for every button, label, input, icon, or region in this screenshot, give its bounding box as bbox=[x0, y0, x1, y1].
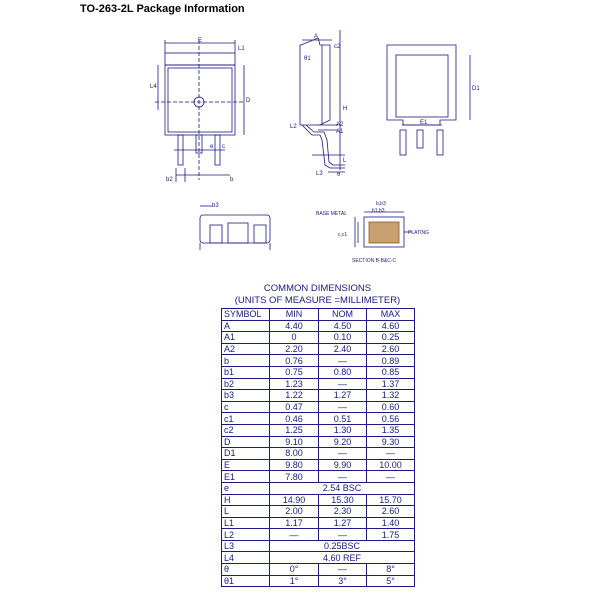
nom-cell: 1.30 bbox=[319, 424, 367, 436]
max-cell: 0.85 bbox=[367, 366, 415, 378]
table-row bbox=[222, 448, 415, 460]
symbol-cell: L3 bbox=[222, 540, 270, 552]
nom-cell: — bbox=[319, 378, 367, 390]
symbol-cell: H bbox=[222, 494, 270, 506]
page-title: TO-263-2L Package Information bbox=[80, 3, 245, 15]
symbol-cell: L2 bbox=[222, 529, 270, 541]
dim-label-L3: L3 bbox=[316, 171, 323, 177]
symbol-cell: E1 bbox=[222, 471, 270, 483]
max-cell: 8° bbox=[367, 564, 415, 576]
symbol-cell: L4 bbox=[222, 552, 270, 564]
dim-label-E1: E1 bbox=[420, 120, 428, 126]
nom-cell: 1.27 bbox=[319, 390, 367, 402]
min-cell: 0.46 bbox=[270, 413, 319, 425]
symbol-cell: E bbox=[222, 459, 270, 471]
table-row bbox=[222, 471, 415, 483]
dim-label-e: e bbox=[210, 144, 214, 150]
max-cell: 1.40 bbox=[367, 517, 415, 529]
front-view bbox=[155, 40, 245, 182]
section-c-c1-label: c,c1 bbox=[338, 232, 348, 238]
table-row bbox=[222, 343, 415, 355]
dim-label-H: H bbox=[343, 106, 348, 112]
max-cell: 10.00 bbox=[367, 459, 415, 471]
max-cell: 0.89 bbox=[367, 355, 415, 367]
dim-label-theta1: θ1 bbox=[304, 56, 311, 62]
dim-label-A1: A1 bbox=[336, 129, 344, 135]
section-base-metal-label: BASE METAL bbox=[316, 211, 348, 217]
span-value-cell: 4.60 REF bbox=[270, 552, 415, 564]
bottom-view bbox=[200, 206, 270, 250]
table-row bbox=[222, 482, 415, 494]
symbol-cell: e bbox=[222, 482, 270, 494]
table-row bbox=[222, 575, 415, 587]
min-cell: 9.80 bbox=[270, 459, 319, 471]
symbol-cell: b3 bbox=[222, 390, 270, 402]
dim-label-L2: L2 bbox=[290, 124, 297, 130]
min-cell: 1.17 bbox=[270, 517, 319, 529]
symbol-cell: A2 bbox=[222, 343, 270, 355]
symbol-cell: c2 bbox=[222, 424, 270, 436]
min-cell: 1.25 bbox=[270, 424, 319, 436]
min-cell: 1.22 bbox=[270, 390, 319, 402]
nom-cell: 9.20 bbox=[319, 436, 367, 448]
max-cell: — bbox=[367, 471, 415, 483]
side-view bbox=[300, 30, 348, 172]
nom-cell: — bbox=[319, 355, 367, 367]
table-row bbox=[222, 506, 415, 518]
nom-cell: 15.30 bbox=[319, 494, 367, 506]
nom-cell: — bbox=[319, 471, 367, 483]
min-cell: 14.90 bbox=[270, 494, 319, 506]
symbol-cell: θ bbox=[222, 564, 270, 576]
table-row bbox=[222, 459, 415, 471]
nom-cell: 0.80 bbox=[319, 366, 367, 378]
min-cell: 9.10 bbox=[270, 436, 319, 448]
table-row bbox=[222, 390, 415, 402]
max-cell: 4.60 bbox=[367, 320, 415, 332]
max-cell: 1.75 bbox=[367, 529, 415, 541]
table-row bbox=[222, 413, 415, 425]
nom-cell: 2.30 bbox=[319, 506, 367, 518]
symbol-cell: D1 bbox=[222, 448, 270, 460]
dimensions-heading: COMMON DIMENSIONS bbox=[263, 283, 372, 294]
symbol-cell: c1 bbox=[222, 413, 270, 425]
dim-label-L: L bbox=[343, 158, 347, 164]
dimensions-table-body bbox=[222, 320, 415, 587]
symbol-cell: A bbox=[222, 320, 270, 332]
dimensions-block bbox=[221, 283, 414, 587]
dim-label-c2: c2 bbox=[334, 44, 341, 50]
back-view bbox=[387, 45, 470, 155]
max-cell: 2.60 bbox=[367, 506, 415, 518]
nom-cell: — bbox=[319, 564, 367, 576]
nom-cell: — bbox=[319, 401, 367, 413]
dim-label-A: A bbox=[314, 34, 319, 40]
table-row bbox=[222, 320, 415, 332]
symbol-cell: θ1 bbox=[222, 575, 270, 587]
nom-cell: 3° bbox=[319, 575, 367, 587]
symbol-cell: b2 bbox=[222, 378, 270, 390]
section-view bbox=[355, 212, 412, 247]
symbol-cell: b bbox=[222, 355, 270, 367]
min-cell: — bbox=[270, 529, 319, 541]
nom-cell: 0.51 bbox=[319, 413, 367, 425]
column-header: SYMBOL bbox=[222, 309, 270, 321]
max-cell: 1.37 bbox=[367, 378, 415, 390]
table-row bbox=[222, 517, 415, 529]
dimensions-table bbox=[221, 308, 415, 587]
table-row bbox=[222, 401, 415, 413]
min-cell: 8.00 bbox=[270, 448, 319, 460]
table-row bbox=[222, 378, 415, 390]
symbol-cell: D bbox=[222, 436, 270, 448]
span-value-cell: 0.25BSC bbox=[270, 540, 415, 552]
column-header: MIN bbox=[270, 309, 319, 321]
table-row bbox=[222, 494, 415, 506]
dimensions-units: (UNITS OF MEASURE =MILLIMETER) bbox=[234, 295, 401, 306]
column-header: MAX bbox=[367, 309, 415, 321]
table-row bbox=[222, 332, 415, 344]
column-header: NOM bbox=[319, 309, 367, 321]
table-row bbox=[222, 436, 415, 448]
min-cell: 0° bbox=[270, 564, 319, 576]
section-caption: SECTION B-B&C-C bbox=[352, 258, 397, 264]
max-cell: 2.60 bbox=[367, 343, 415, 355]
dim-label-c: c bbox=[222, 144, 225, 150]
min-cell: 7.80 bbox=[270, 471, 319, 483]
table-row bbox=[222, 355, 415, 367]
table-row bbox=[222, 424, 415, 436]
max-cell: 0.56 bbox=[367, 413, 415, 425]
nom-cell: 9.90 bbox=[319, 459, 367, 471]
nom-cell: 4.50 bbox=[319, 320, 367, 332]
symbol-cell: c bbox=[222, 401, 270, 413]
dim-label-A2: A2 bbox=[336, 122, 344, 128]
table-row bbox=[222, 552, 415, 564]
max-cell: 15.70 bbox=[367, 494, 415, 506]
nom-cell: — bbox=[319, 529, 367, 541]
nom-cell: 2.40 bbox=[319, 343, 367, 355]
symbol-cell: L bbox=[222, 506, 270, 518]
max-cell: 1.35 bbox=[367, 424, 415, 436]
section-plating-label: PLATING bbox=[408, 230, 430, 236]
min-cell: 0.47 bbox=[270, 401, 319, 413]
max-cell: 1.32 bbox=[367, 390, 415, 402]
max-cell: 5° bbox=[367, 575, 415, 587]
min-cell: 0.75 bbox=[270, 366, 319, 378]
nom-cell: 0.10 bbox=[319, 332, 367, 344]
dim-label-D: D bbox=[246, 98, 251, 104]
symbol-cell: b1 bbox=[222, 366, 270, 378]
dim-label-D1: D1 bbox=[472, 86, 480, 92]
symbol-cell: L1 bbox=[222, 517, 270, 529]
min-cell: 2.20 bbox=[270, 343, 319, 355]
nom-cell: 1.27 bbox=[319, 517, 367, 529]
min-cell: 1.23 bbox=[270, 378, 319, 390]
table-row bbox=[222, 366, 415, 378]
max-cell: 9.30 bbox=[367, 436, 415, 448]
dim-label-E: E bbox=[198, 38, 203, 44]
section-b1-b3-label: b1,b3 bbox=[372, 208, 385, 214]
dim-label-L1: L1 bbox=[238, 46, 245, 52]
symbol-cell: A1 bbox=[222, 332, 270, 344]
min-cell: 2.00 bbox=[270, 506, 319, 518]
dim-label-b3: b3 bbox=[212, 203, 219, 209]
table-row bbox=[222, 529, 415, 541]
max-cell: 0.60 bbox=[367, 401, 415, 413]
min-cell: 0 bbox=[270, 332, 319, 344]
min-cell: 0.76 bbox=[270, 355, 319, 367]
dim-label-L4: L4 bbox=[150, 84, 157, 90]
min-cell: 1° bbox=[270, 575, 319, 587]
package-drawing bbox=[0, 0, 600, 280]
table-row bbox=[222, 540, 415, 552]
span-value-cell: 2.54 BSC bbox=[270, 482, 415, 494]
nom-cell: — bbox=[319, 448, 367, 460]
min-cell: 4.40 bbox=[270, 320, 319, 332]
dim-label-theta: θ bbox=[337, 172, 341, 178]
section-b-b3-label: b,b3 bbox=[376, 201, 386, 207]
table-header-row bbox=[222, 309, 415, 321]
table-row bbox=[222, 564, 415, 576]
max-cell: 0.25 bbox=[367, 332, 415, 344]
max-cell: — bbox=[367, 448, 415, 460]
dim-label-b2: b2 bbox=[166, 177, 173, 183]
dim-label-b: b bbox=[230, 177, 234, 183]
